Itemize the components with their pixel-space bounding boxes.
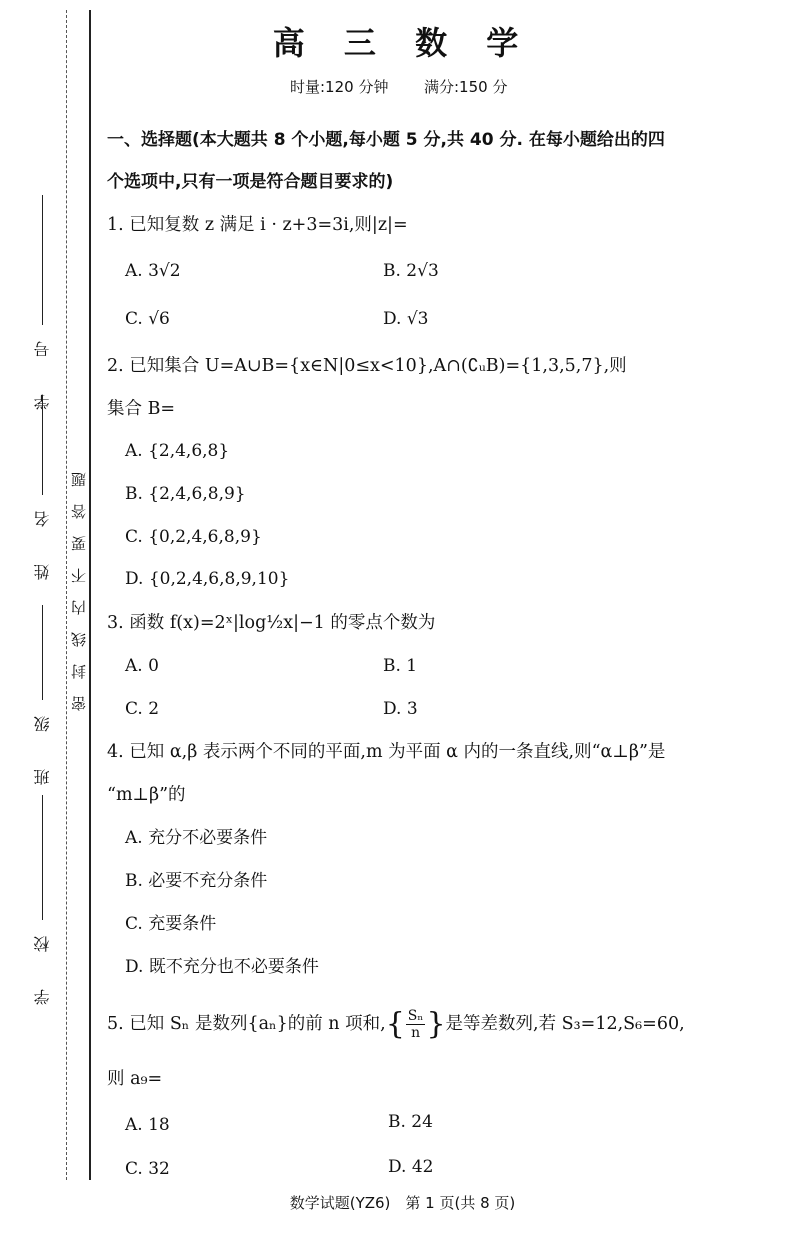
question-3-option-a: A. 0 <box>125 656 159 676</box>
question-3-option-c: C. 2 <box>125 699 160 719</box>
question-1-option-c: C. √6 <box>125 309 170 329</box>
question-2-stem-line2: 集合 B= <box>107 399 176 419</box>
question-4-option-b: B. 必要不充分条件 <box>125 871 268 891</box>
exam-score: 满分:150 分 <box>424 78 508 96</box>
question-4-option-c: C. 充要条件 <box>125 914 217 934</box>
student-name-field <box>27 395 57 580</box>
right-brace: } <box>426 1006 446 1042</box>
student-id-label: 学 号 <box>32 325 52 411</box>
fraction-sn-over-n <box>406 1008 426 1041</box>
question-5-stem-line2: 则 a₉= <box>107 1069 163 1089</box>
section-heading-line1: 一、选择题(本大题共 8 个小题,每小题 5 分,共 40 分. 在每小题给出的四 <box>107 130 665 150</box>
exam-time: 时量:120 分钟 <box>290 78 389 96</box>
class-label: 班 级 <box>32 700 52 786</box>
question-1-option-b: B. 2√3 <box>383 261 439 281</box>
exam-title: 高 三 数 学 <box>272 24 533 62</box>
question-5-stem-suffix: 是等差数列,若 S₃=12,S₆=60, <box>445 1014 685 1034</box>
section-heading-line2: 个选项中,只有一项是符合题目要求的) <box>107 172 394 192</box>
school-field <box>27 795 57 1005</box>
fraction-numerator: Sₙ <box>407 1008 424 1024</box>
question-2-stem-line1: 2. 已知集合 U=A∪B={x∈N|0≤x<10},A∩(∁ᵤB)={1,3,5,7},则 <box>107 356 627 376</box>
question-3-option-b: B. 1 <box>383 656 418 676</box>
question-5-option-b: B. 24 <box>388 1112 433 1132</box>
question-4-stem-line1: 4. 已知 α,β 表示两个不同的平面,m 为平面 α 内的一条直线,则“α⊥β”是 <box>107 742 666 762</box>
question-2-option-b: B. {2,4,6,8,9} <box>125 484 246 504</box>
question-3-option-d: D. 3 <box>383 699 418 719</box>
question-5-option-c: C. 32 <box>125 1159 170 1179</box>
question-4-stem-line2: “m⊥β”的 <box>107 785 186 805</box>
seal-notice: 密封线内不要答题 <box>70 455 88 711</box>
student-id-field <box>27 195 57 410</box>
question-5-option-a: A. 18 <box>125 1115 170 1135</box>
question-2-option-d: D. {0,2,4,6,8,9,10} <box>125 569 290 589</box>
fraction-denominator: n <box>411 1025 421 1041</box>
question-5-stem-line1 <box>107 1008 685 1041</box>
school-label: 学 校 <box>32 920 52 1006</box>
question-3-stem: 3. 函数 f(x)=2ˣ|log½x|−1 的零点个数为 <box>107 613 436 633</box>
binding-dashed-line <box>66 10 67 1180</box>
question-4-option-a: A. 充分不必要条件 <box>125 828 268 848</box>
question-1-option-d: D. √3 <box>383 309 429 329</box>
question-2-option-c: C. {0,2,4,6,8,9} <box>125 527 262 547</box>
question-5-stem-prefix: 5. 已知 Sₙ 是数列{aₙ}的前 n 项和, <box>107 1014 386 1034</box>
page-footer: 数学试题(YZ6) 第 1 页(共 8 页) <box>289 1194 516 1212</box>
left-brace: { <box>385 1006 405 1042</box>
question-2-option-a: A. {2,4,6,8} <box>125 441 230 461</box>
question-5-option-d: D. 42 <box>388 1157 434 1177</box>
class-field <box>27 605 57 785</box>
student-name-label: 姓 名 <box>32 495 52 581</box>
binding-solid-line <box>89 10 91 1180</box>
question-1-option-a: A. 3√2 <box>125 261 181 281</box>
question-4-option-d: D. 既不充分也不必要条件 <box>125 957 319 977</box>
question-1-stem: 1. 已知复数 z 满足 i · z+3=3i,则|z|= <box>107 215 408 235</box>
